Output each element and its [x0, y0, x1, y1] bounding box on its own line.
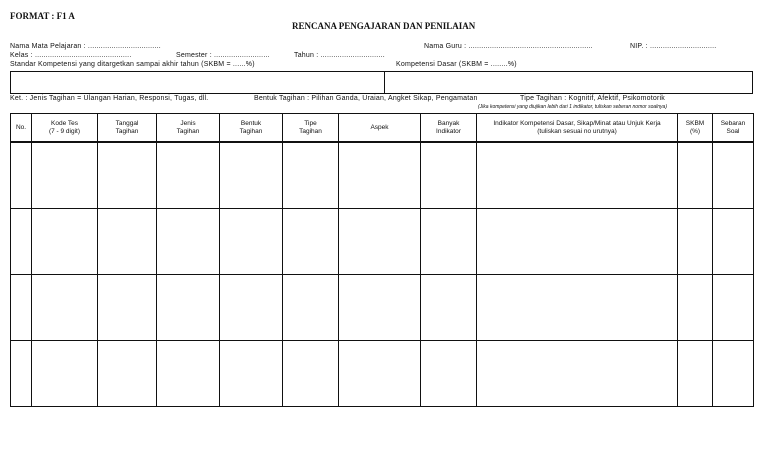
mata-pelajaran-field: Nama Mata Pelajaran : .................................. — [10, 43, 161, 50]
header-skbm: SKBM (%) — [678, 114, 713, 143]
table-row — [11, 142, 754, 209]
table-cell[interactable] — [220, 341, 283, 407]
table-cell[interactable] — [157, 142, 220, 209]
header-jenis-tagihan: Jenis Tagihan — [157, 114, 220, 143]
table-cell[interactable] — [157, 209, 220, 275]
table-cell[interactable] — [98, 209, 157, 275]
header-aspek: Aspek — [339, 114, 421, 143]
kompetensi-dasar-label: Kompetensi Dasar (SKBM = ........%) — [396, 61, 517, 68]
note-tipe-tagihan: Tipe Tagihan : Kognitif, Afektif, Psikomotorik — [520, 95, 665, 102]
table-row — [11, 209, 754, 275]
table-cell[interactable] — [477, 341, 678, 407]
semester-field: Semester : .......................... — [176, 52, 270, 59]
header-kode-tes: Kode Tes (7 - 9 digit) — [32, 114, 98, 143]
note-bentuk-tagihan: Bentuk Tagihan : Pilihan Ganda, Uraian, Angket Sikap, Pengamatan — [254, 95, 478, 102]
table-cell[interactable] — [283, 209, 339, 275]
table-cell[interactable] — [339, 142, 421, 209]
table-cell[interactable] — [421, 341, 477, 407]
table-cell[interactable] — [220, 142, 283, 209]
table-cell[interactable] — [678, 142, 713, 209]
note-jenis-tagihan: Ket. : Jenis Tagihan = Ulangan Harian, Responsi, Tugas, dll. — [10, 95, 209, 102]
kompetensi-box — [10, 71, 753, 94]
table-cell[interactable] — [283, 142, 339, 209]
table-cell[interactable] — [339, 341, 421, 407]
table-cell[interactable] — [678, 275, 713, 341]
table-row — [11, 341, 754, 407]
header-sebaran-soal: Sebaran Soal — [713, 114, 754, 143]
table-cell[interactable] — [157, 341, 220, 407]
table-cell[interactable] — [713, 275, 754, 341]
table-cell[interactable] — [98, 275, 157, 341]
table-cell[interactable] — [11, 209, 32, 275]
nama-guru-field: Nama Guru : .......................................................... — [424, 43, 593, 50]
table-cell[interactable] — [421, 275, 477, 341]
header-tanggal-tagihan: Tanggal Tagihan — [98, 114, 157, 143]
table-cell[interactable] — [220, 209, 283, 275]
header-banyak-indikator: Banyak Indikator — [421, 114, 477, 143]
table-cell[interactable] — [339, 275, 421, 341]
tahun-field: Tahun : .............................. — [294, 52, 385, 59]
table-cell[interactable] — [11, 142, 32, 209]
table-cell[interactable] — [283, 341, 339, 407]
assessment-table — [10, 113, 754, 407]
table-cell[interactable] — [477, 209, 678, 275]
kelas-field: Kelas : ............................................. — [10, 52, 132, 59]
table-cell[interactable] — [11, 275, 32, 341]
table-cell[interactable] — [421, 142, 477, 209]
format-label: FORMAT : F1 A — [10, 11, 75, 21]
kompetensi-box-divider — [384, 72, 385, 93]
table-cell[interactable] — [421, 209, 477, 275]
header-no: No. — [11, 114, 32, 143]
table-cell[interactable] — [713, 341, 754, 407]
table-cell[interactable] — [98, 142, 157, 209]
table-header-row — [11, 114, 754, 143]
header-indikator-kompetensi: Indikator Kompetensi Dasar, Sikap/Minat atau Unjuk Kerja (tuliskan sesuai no urutnya) — [477, 114, 678, 143]
table-cell[interactable] — [713, 209, 754, 275]
nip-field: NIP. : ............................... — [630, 43, 717, 50]
table-cell[interactable] — [98, 341, 157, 407]
table-cell[interactable] — [32, 142, 98, 209]
table-cell[interactable] — [339, 209, 421, 275]
table-cell[interactable] — [713, 142, 754, 209]
header-bentuk-tagihan: Bentuk Tagihan — [220, 114, 283, 143]
standar-kompetensi-label: Standar Kompetensi yang ditargetkan sampai akhir tahun (SKBM = ......%) — [10, 61, 255, 68]
table-cell[interactable] — [477, 275, 678, 341]
document-title: RENCANA PENGAJARAN DAN PENILAIAN — [292, 21, 476, 31]
table-cell[interactable] — [678, 341, 713, 407]
table-cell[interactable] — [220, 275, 283, 341]
table-cell[interactable] — [32, 209, 98, 275]
note-kompetensi: (Jika kompetensi yang diujikan lebih dari 1 indikator, tuliskan seberan nomor soalnya) — [478, 104, 667, 110]
table-row — [11, 275, 754, 341]
table-cell[interactable] — [11, 341, 32, 407]
header-tipe-tagihan: Tipe Tagihan — [283, 114, 339, 143]
table-cell[interactable] — [32, 275, 98, 341]
table-cell[interactable] — [32, 341, 98, 407]
table-cell[interactable] — [477, 142, 678, 209]
table-cell[interactable] — [157, 275, 220, 341]
table-cell[interactable] — [678, 209, 713, 275]
table-cell[interactable] — [283, 275, 339, 341]
